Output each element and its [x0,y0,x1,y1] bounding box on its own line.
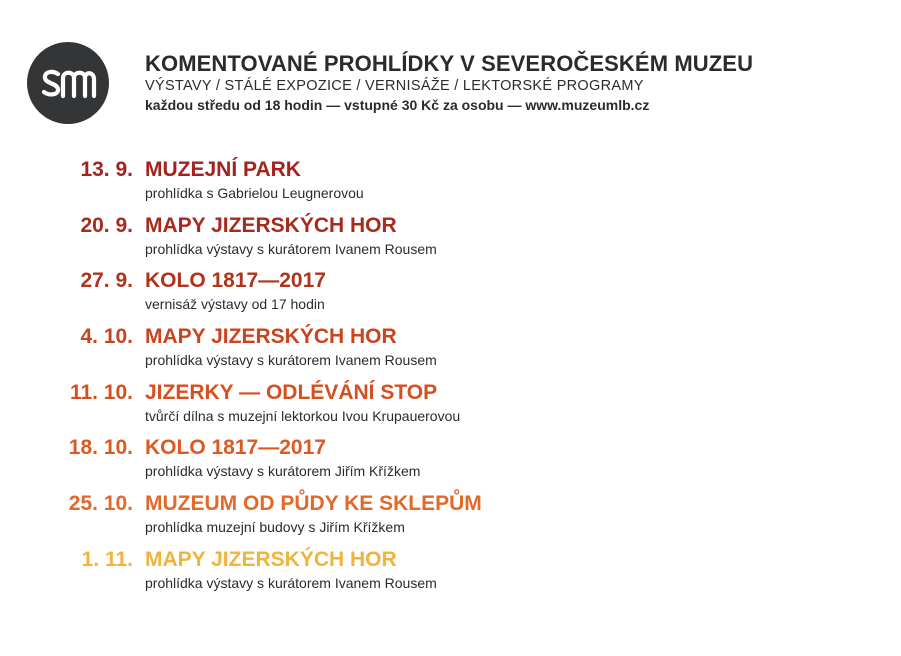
page-subtitle: VÝSTAVY / STÁLÉ EXPOZICE / VERNISÁŽE / LEKTORSKÉ PROGRAMY [145,78,644,94]
logo-monogram-icon [27,42,109,124]
event-item [0,547,901,603]
event-description: prohlídka výstavy s kurátorem Ivanem Rousem [145,240,437,257]
event-date: 1. 11. [81,547,133,571]
event-date: 13. 9. [80,158,133,181]
event-description: prohlídka výstavy s kurátorem Ivanem Rousem [145,352,437,369]
museum-logo [27,42,109,124]
event-list [0,157,901,603]
event-title: MAPY JIZERSKÝCH HOR [145,547,397,571]
event-date: 20. 9. [80,213,133,237]
event-date: 18. 10. [68,436,133,460]
event-item [0,213,901,269]
event-title: KOLO 1817—2017 [145,436,326,460]
event-description: prohlídka s Gabrielou Leugnerovou [145,185,364,201]
event-date: 11. 10. [69,380,133,404]
event-title: MUZEJNÍ PARK [145,158,301,181]
page-title: KOMENTOVANÉ PROHLÍDKY V SEVEROČESKÉM MUZEU [145,51,754,76]
event-title: JIZERKY — ODLÉVÁNÍ STOP [145,380,438,404]
event-item [0,380,901,436]
event-description: tvůrčí dílna s muzejní lektorkou Ivou Krupauerovou [145,407,461,424]
event-date: 4. 10. [80,325,133,349]
event-title: MAPY JIZERSKÝCH HOR [145,213,397,237]
schedule-info: každou středu od 18 hodin — vstupné 30 Kč za osobu — www.muzeumlb.cz [145,97,650,113]
event-item [0,435,901,491]
event-date: 25. 10. [68,492,133,516]
event-title: KOLO 1817—2017 [145,269,326,293]
event-item [0,157,901,213]
event-title: MUZEUM OD PŮDY KE SKLEPŮM [145,492,482,516]
event-date: 27. 9. [80,269,133,293]
event-description: vernisáž výstavy od 17 hodin [145,296,325,313]
event-item [0,324,901,380]
event-item [0,268,901,324]
event-description: prohlídka výstavy s kurátorem Ivanem Rousem [145,574,437,591]
event-description: prohlídka muzejní budovy s Jiřím Křížkem [145,519,405,536]
event-title: MAPY JIZERSKÝCH HOR [145,325,397,349]
event-description: prohlídka výstavy s kurátorem Jiřím Křížkem [145,463,421,480]
event-item [0,491,901,547]
header [145,51,753,115]
